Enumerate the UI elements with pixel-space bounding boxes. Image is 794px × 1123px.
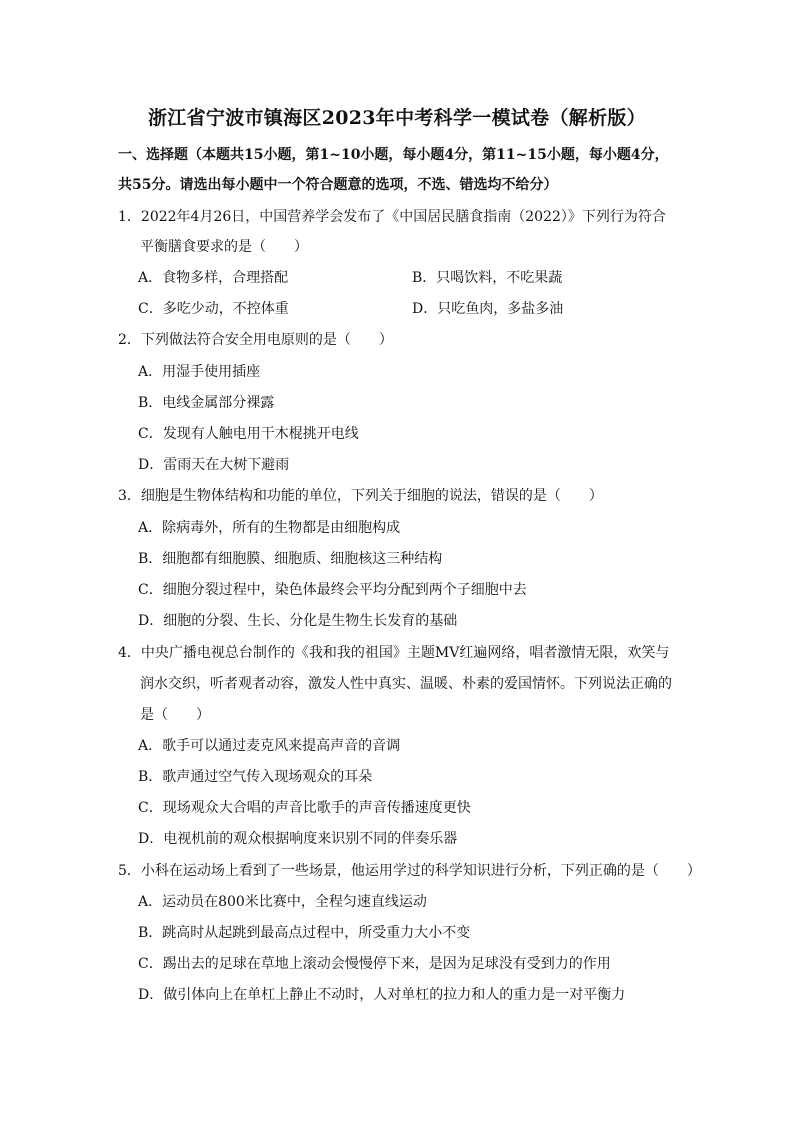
question-3-option-b: B．细胞都有细胞膜、细胞质、细胞核这三种结构 [138,551,443,567]
question-1-option-a: A．食物多样，合理搭配 [138,270,289,286]
question-1-stem-cont: 平衡膳食要求的是（ ） [140,239,308,255]
question-4-stem-cont-2: 是（ ） [140,707,210,723]
question-3-stem: 3．细胞是生物体结构和功能的单位，下列关于细胞的说法，错误的是（ ） [118,488,603,504]
question-1-option-c: C．多吃少动，不控体重 [138,301,289,317]
question-5-option-d: D．做引体向上在单杠上静止不动时，人对单杠的拉力和人的重力是一对平衡力 [138,987,626,1003]
question-4-option-a: A．歌手可以通过麦克风来提高声音的音调 [138,738,401,754]
section-heading-line-1: 一、选择题（本题共15小题，第1~10小题，每小题4分，第11~15小题，每小题4分， [118,147,669,163]
question-4-option-c: C．现场观众大合唱的声音比歌手的声音传播速度更快 [138,800,471,816]
question-1-option-d: D．只吃鱼肉，多盐多油 [412,301,564,317]
question-5-option-a: A．运动员在800米比赛中，全程匀速直线运动 [138,894,427,910]
question-5-option-c: C．踢出去的足球在草地上滚动会慢慢停下来，是因为足球没有受到力的作用 [138,956,611,972]
section-heading [118,140,683,200]
question-3-option-a: A．除病毒外，所有的生物都是由细胞构成 [138,520,401,536]
question-2-option-a: A．用湿手使用插座 [138,364,261,380]
question-4-option-b: B．歌声通过空气传入现场观众的耳朵 [138,769,373,785]
question-4-option-d: D．电视机前的观众根据响度来识别不同的伴奏乐器 [138,831,458,847]
question-3-option-c: C．细胞分裂过程中，染色体最终会平均分配到两个子细胞中去 [138,582,527,598]
question-2-stem: 2．下列做法符合安全用电原则的是（ ） [118,332,393,348]
question-2-option-b: B．电线金属部分裸露 [138,395,275,411]
question-4-stem-cont-1: 润水交织，听者观者动容，激发人性中真实、温暖、朴素的爱国情怀。下列说法正确的 [140,676,672,692]
question-4-stem: 4．中央广播电视总台制作的《我和我的祖国》主题MV红遍网络，唱者激情无限，欢笑与 [118,645,670,661]
page-title: 浙江省宁波市镇海区2023年中考科学一模试卷（解析版） [148,107,646,129]
question-2-option-c: C．发现有人触电用干木棍挑开电线 [138,426,359,442]
question-3-option-d: D．细胞的分裂、生长、分化是生物生长发育的基础 [138,613,458,629]
question-2-option-d: D．雷雨天在大树下避雨 [138,457,290,473]
question-5-stem: 5．小科在运动场上看到了一些场景，他运用学过的科学知识进行分析，下列正确的是（ ） [118,863,701,879]
section-heading-line-2: 共55分。请选出每小题中一个符合题意的选项，不选、错选均不给分） [118,177,558,193]
question-1-option-b: B．只喝饮料，不吃果蔬 [412,270,563,286]
question-1-stem: 1．2022年4月26日，中国营养学会发布了《中国居民膳食指南（2022）》下列行为符合 [118,209,666,225]
question-5-option-b: B．跳高时从起跳到最高点过程中，所受重力大小不变 [138,925,471,941]
